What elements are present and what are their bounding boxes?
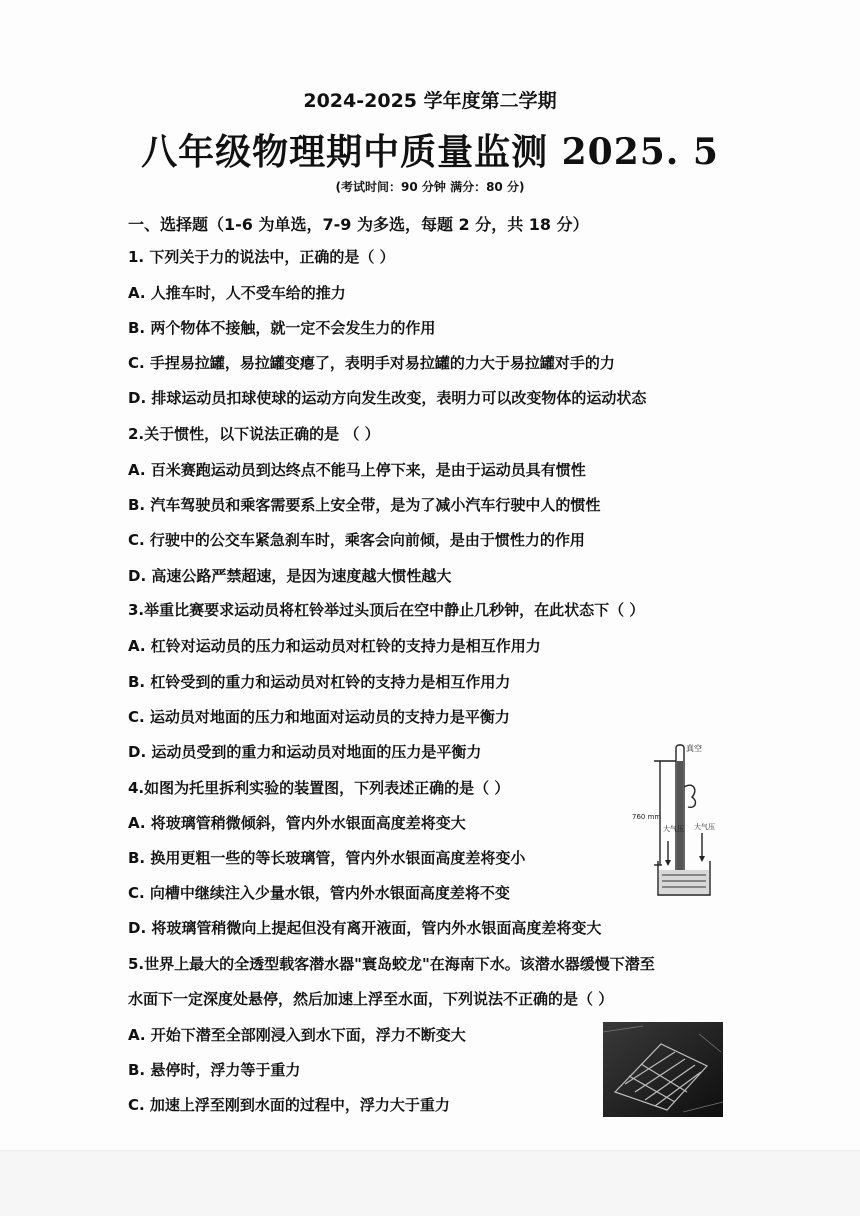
torricelli-apparatus-figure [632, 735, 722, 905]
question-5-option-b: B. 悬停时，浮力等于重力 [128, 1061, 301, 1079]
atmospheric-pressure-label-left: 大气压 [663, 825, 684, 833]
question-3-option-d: D. 运动员受到的重力和运动员对地面的压力是平衡力 [128, 743, 482, 761]
question-1-option-a: A. 人推车时，人不受车给的推力 [128, 284, 346, 302]
question-3-option-b: B. 杠铃受到的重力和运动员对杠铃的支持力是相互作用力 [128, 673, 511, 691]
question-3-option-c: C. 运动员对地面的压力和地面对运动员的支持力是平衡力 [128, 708, 510, 726]
question-3-option-a: A. 杠铃对运动员的压力和运动员对杠铃的支持力是相互作用力 [128, 637, 541, 655]
question-4-stem: 4.如图为托里拆利实验的装置图，下列表述正确的是（ ） [128, 779, 510, 797]
question-2-stem: 2.关于惯性，以下说法正确的是 （ ） [128, 425, 380, 443]
question-3-stem: 3.举重比赛要求运动员将杠铃举过头顶后在空中静止几秒钟，在此状态下（ ） [128, 601, 645, 619]
question-1-option-c: C. 手捏易拉罐，易拉罐变瘪了，表明手对易拉罐的力大于易拉罐对手的力 [128, 354, 615, 372]
section-heading: 一、选择题（1-6 为单选，7-9 为多选，每题 2 分，共 18 分） [128, 215, 589, 234]
question-4-option-d: D. 将玻璃管稍微向上提起但没有离开液面，管内外水银面高度差将变大 [128, 919, 602, 937]
exam-info: (考试时间：90 分钟 满分：80 分) [335, 180, 525, 194]
question-2-option-b: B. 汽车驾驶员和乘客需要系上安全带，是为了减小汽车行驶中人的惯性 [128, 496, 601, 514]
question-5-stem-line-2: 水面下一定深度处悬停，然后加速上浮至水面，下列说法不正确的是（ ） [128, 990, 614, 1008]
exam-title: 八年级物理期中质量监测 2025. 5 [141, 131, 719, 173]
semester-heading: 2024-2025 学年度第二学期 [303, 90, 557, 112]
question-5-option-a: A. 开始下潜至全部刚浸入到水下面，浮力不断变大 [128, 1026, 466, 1044]
height-760mm-label: 760 mm [632, 813, 662, 821]
vacuum-label: 真空 [686, 744, 702, 753]
question-2-option-d: D. 高速公路严禁超速，是因为速度越大惯性越大 [128, 567, 452, 585]
question-1-stem: 1. 下列关于力的说法中，正确的是（ ） [128, 248, 395, 266]
question-5-stem-line-1: 5.世界上最大的全透型载客潜水器"寰岛蛟龙"在海南下水。该潜水器缓慢下潜至 [128, 955, 655, 973]
question-2-option-a: A. 百米赛跑运动员到达终点不能马上停下来，是由于运动员具有惯性 [128, 461, 586, 479]
question-1-option-d: D. 排球运动员扣球使球的运动方向发生改变，表明力可以改变物体的运动状态 [128, 389, 647, 407]
page-bottom-margin [0, 1150, 860, 1216]
question-5-option-c: C. 加速上浮至刚到水面的过程中，浮力大于重力 [128, 1096, 450, 1114]
question-4-option-a: A. 将玻璃管稍微倾斜，管内外水银面高度差将变大 [128, 814, 466, 832]
question-2-option-c: C. 行驶中的公交车紧急刹车时，乘客会向前倾，是由于惯性力的作用 [128, 531, 585, 549]
submersible-photo [603, 1022, 723, 1117]
atmospheric-pressure-label-right: 大气压 [694, 823, 715, 831]
question-1-option-b: B. 两个物体不接触，就一定不会发生力的作用 [128, 319, 436, 337]
question-4-option-b: B. 换用更粗一些的等长玻璃管，管内外水银面高度差将变小 [128, 849, 526, 867]
question-4-option-c: C. 向槽中继续注入少量水银，管内外水银面高度差将不变 [128, 884, 510, 902]
